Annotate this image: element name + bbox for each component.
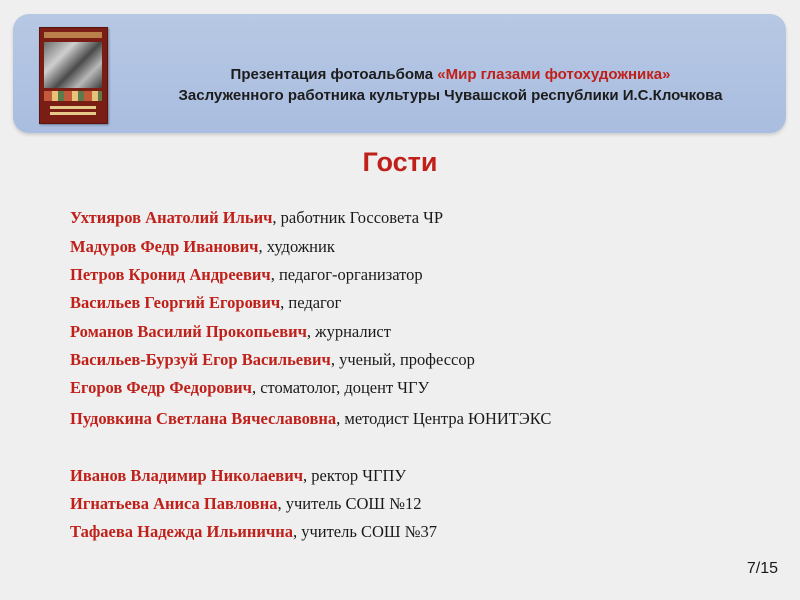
album-title: «Мир глазами фотохудожника»: [437, 66, 671, 83]
guest-role: , журналист: [306, 322, 391, 341]
guest-role: , художник: [258, 237, 335, 256]
guest-role: , учитель СОШ №12: [277, 494, 422, 513]
guest-item: [70, 265, 423, 285]
guest-name: Игнатьева Аниса Павловна: [70, 494, 278, 513]
guest-item: [70, 378, 429, 398]
guest-name: Ухтияров Анатолий Ильич: [70, 208, 273, 227]
photo-album-cover: [39, 27, 108, 124]
guest-item: [70, 494, 421, 514]
guest-name: Васильев-Бурзуй Егор Васильевич: [70, 350, 331, 369]
cover-photo-strip: [44, 91, 102, 101]
guest-item: [70, 522, 437, 542]
cover-top-band: [44, 32, 102, 38]
guest-role: , педагог: [280, 293, 342, 312]
cover-title-line: [50, 106, 96, 109]
guest-item: [70, 293, 341, 313]
guest-role: , учитель СОШ №37: [292, 522, 437, 541]
guest-name: Иванов Владимир Николаевич: [70, 466, 304, 485]
page-title: Гости: [362, 147, 438, 177]
header-prefix: Презентация фотоальбома: [230, 66, 438, 83]
header-text: [123, 64, 778, 106]
guest-name: Романов Василий Прокопьевич: [70, 322, 307, 341]
header-line-1: [123, 64, 778, 85]
guest-name: Егоров Федр Федорович: [70, 378, 252, 397]
guest-role: , методист Центра ЮНИТЭКС: [336, 409, 552, 428]
guest-name: Мадуров Федр Иванович: [70, 237, 259, 256]
guest-item: [70, 208, 443, 228]
page-number: 7/15: [746, 560, 778, 577]
guest-item: [70, 322, 391, 342]
cover-title-line: [50, 112, 96, 115]
guest-name: Петров Кронид Андреевич: [70, 265, 271, 284]
header-line-2: Заслуженного работника культуры Чувашской республики И.С.Клочкова: [178, 87, 723, 104]
guest-role: , ректор ЧГПУ: [303, 466, 407, 485]
guest-role: , работник Госсовета ЧР: [272, 208, 444, 227]
guest-role: , стоматолог, доцент ЧГУ: [251, 378, 430, 397]
guest-role: , ученый, профессор: [330, 350, 475, 369]
guest-item: [70, 466, 406, 486]
guest-name: Васильев Георгий Егорович: [70, 293, 281, 312]
guest-name: Тафаева Надежда Ильинична: [70, 522, 293, 541]
guest-item: [70, 237, 335, 257]
guest-role: , педагог-организатор: [270, 265, 423, 284]
guest-item: [70, 350, 475, 370]
guest-name: Пудовкина Светлана Вячеславовна: [70, 409, 337, 428]
guest-item: [70, 409, 551, 429]
cover-photo: [44, 42, 102, 88]
header-banner: [13, 14, 786, 133]
